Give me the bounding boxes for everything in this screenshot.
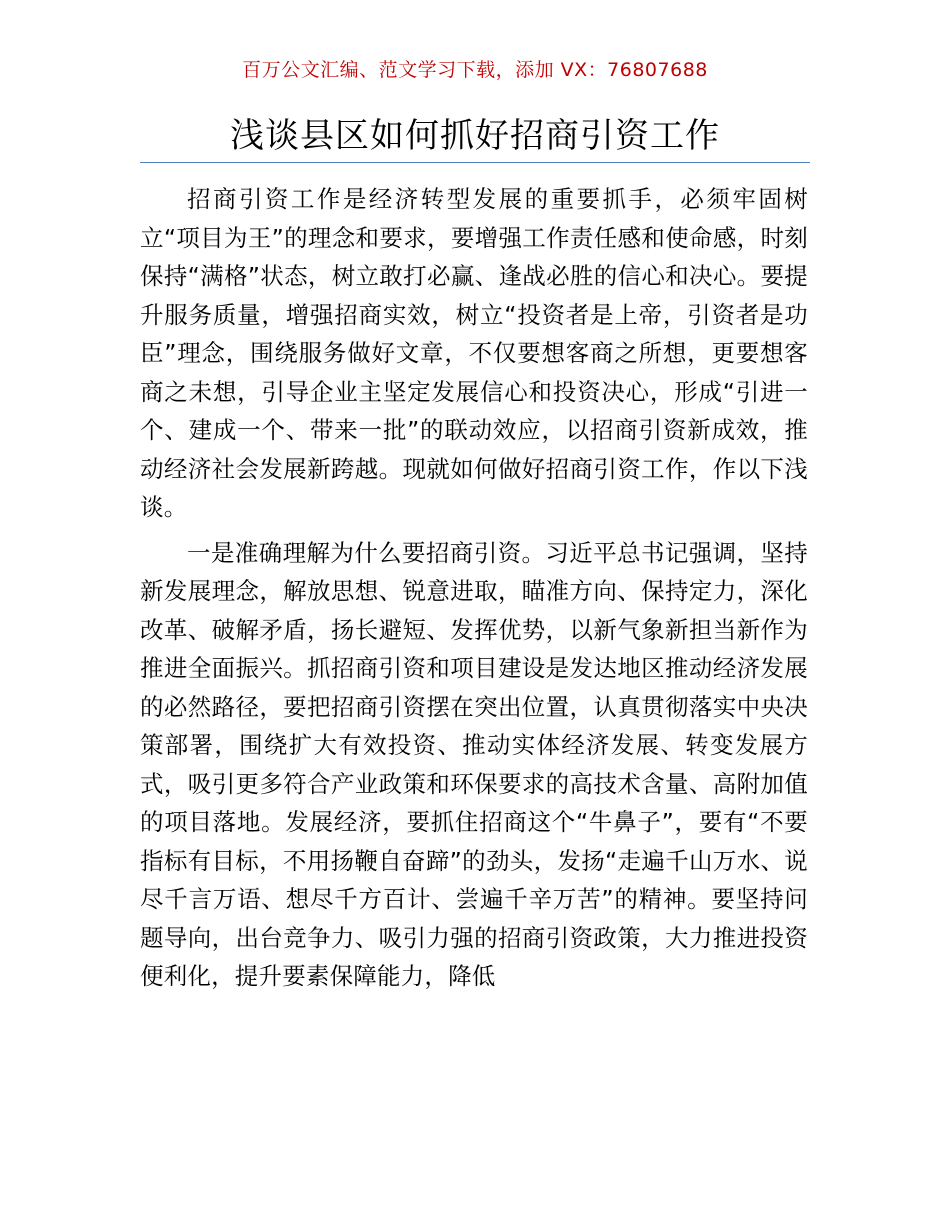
page-title: 浅谈县区如何抓好招商引资工作: [230, 116, 720, 156]
paragraph-point-one: 一是准确理解为什么要招商引资。习近平总书记强调，坚持新发展理念，解放思想、锐意进取，瞄准方向、保持定力，深化改革、破解矛盾，扬长避短、发挥优势，以新气象新担当新作为推进全面振兴。抓招商引资和项目建设是发达地区推动经济发展的必然路径，要把招商引资摆在突出位置，认真贯彻落实中央决策部署，围绕扩大有效投资、推动实体经济发展、转变发展方式，吸引更多符合产业政策和环保要求的高技术含量、高附加值的项目落地。发展经济，要抓住招商这个“牛鼻子”，要有“不要指标有目标，不用扬鞭自奋蹄”的劲头，发扬“走遍千山万水、说尽千言万语、想尽千方百计、尝遍千辛万苦”的精神。要坚持问题导向，出台竞争力、吸引力强的招商引资政策，大力推进投资便利化，提升要素保障能力，降低: [140, 538, 808, 990]
header-banner: 百万公文汇编、范文学习下载，添加 VX：76807688: [242, 59, 708, 81]
title-divider: [140, 162, 810, 163]
body-text: [140, 180, 808, 1003]
paragraph-intro: 招商引资工作是经济转型发展的重要抓手，必须牢固树立“项目为王”的理念和要求，要增强工作责任感和使命感，时刻保持“满格”状态，树立敢打必赢、逢战必胜的信心和决心。要提升服务质量，增强招商实效，树立“投资者是上帝，引资者是功臣”理念，围绕服务做好文章，不仅要想客商之所想，更要想客商之未想，引导企业主坚定发展信心和投资决心，形成“引进一个、建成一个、带来一批”的联动效应，以招商引资新成效，推动经济社会发展新跨越。现就如何做好招商引资工作，作以下浅谈。: [140, 185, 808, 521]
